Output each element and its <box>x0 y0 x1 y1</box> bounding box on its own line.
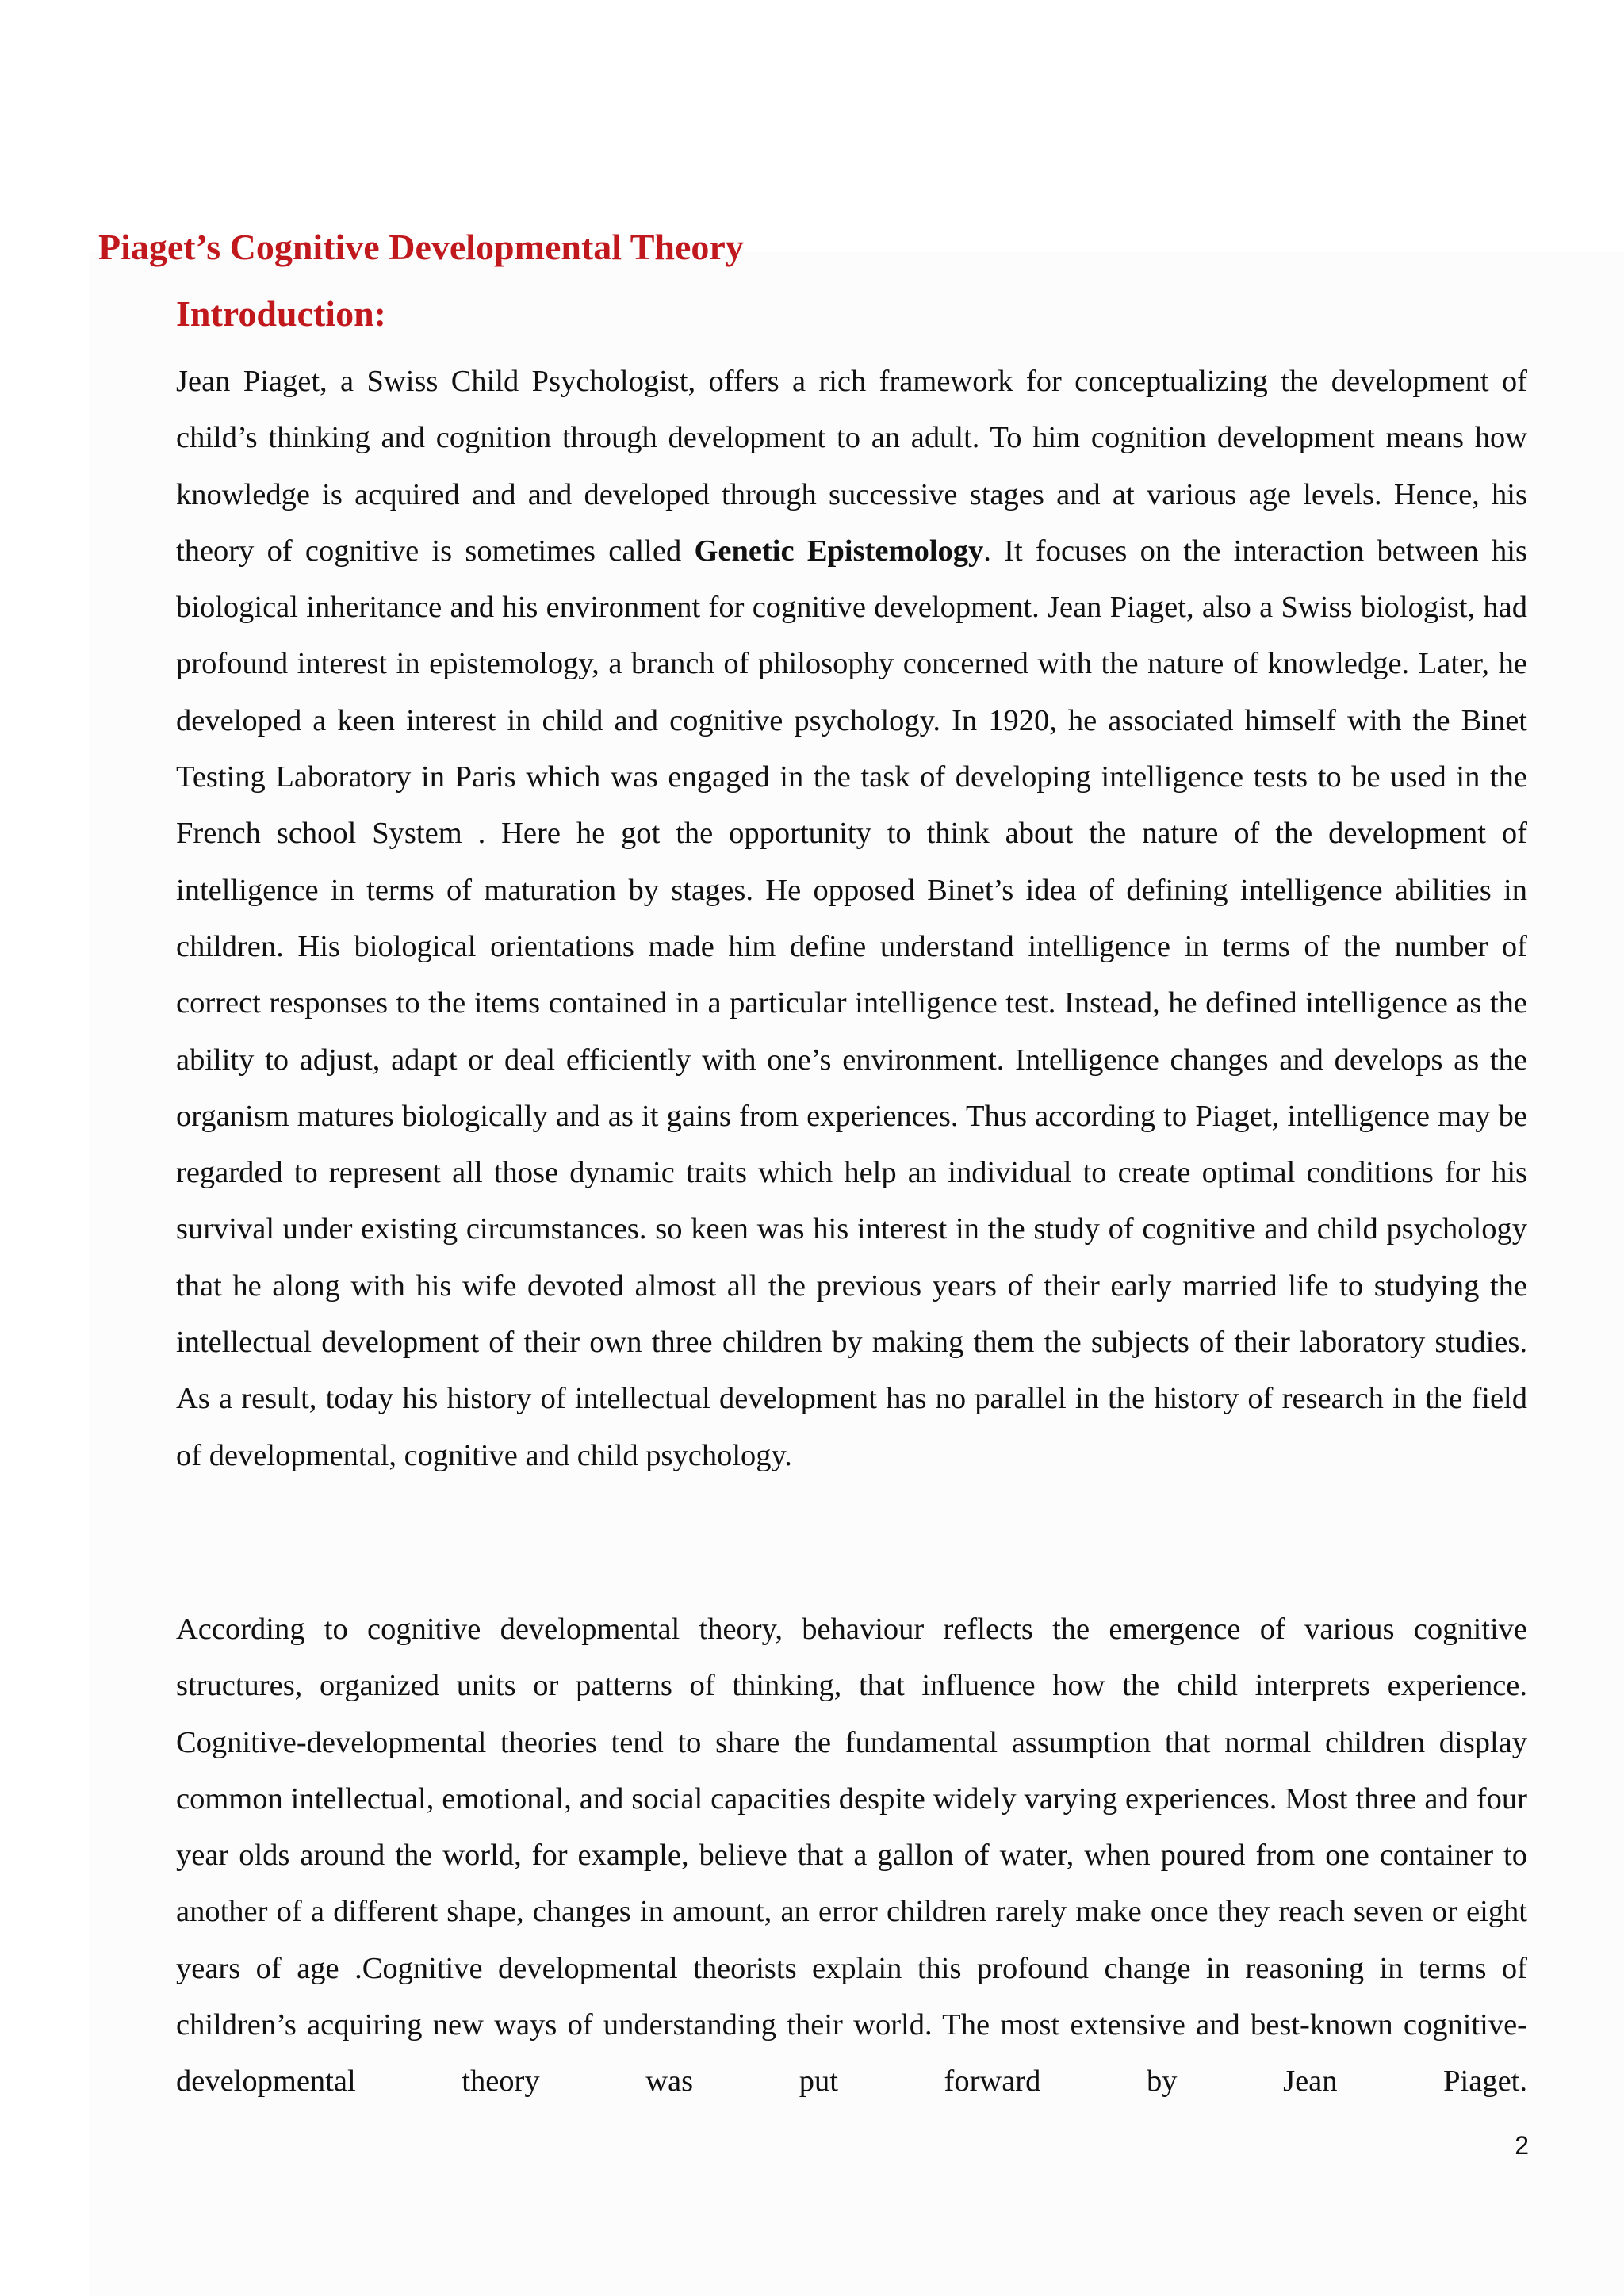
bold-term-genetic-epistemology: Genetic Epistemology <box>694 534 984 568</box>
page-number: 2 <box>1515 2131 1529 2160</box>
section-heading-introduction: Introduction: <box>176 293 386 334</box>
paragraph-introduction <box>176 354 1527 1484</box>
paragraph-text-before-term: Jean Piaget, a Swiss Child Psychologist, offers a rich framework for conceptualizing the development of child’s thinking and cognition through development to an adult. To him cognition development means how knowledge is acquired and and developed through successive stages and at various age levels. Hence, his theory of cognitive is sometimes called <box>176 365 1527 568</box>
paragraph-cognitive-developmental-theory: According to cognitive developmental theory, behaviour reflects the emergence of various cognitive structures, organized units or patterns of thinking, that influence how the child interprets experience. Cognitive-developmental theories tend to share the fundamental assumption that normal children display common intellectual, emotional, and social capacities despite widely varying experiences. Most three and four year olds around the world, for example, believe that a gallon of water, when poured from one container to another of a different shape, changes in amount, an error children rarely make once they reach seven or eight years of age .Cognitive developmental theorists explain this profound change in reasoning in terms of children’s acquiring new ways of understanding their world. The most extensive and best-known cognitive-developmental theory was put forward by Jean Piaget. <box>176 1613 1527 2099</box>
document-title: Piaget’s Cognitive Developmental Theory <box>98 227 744 267</box>
paragraph-text-after-term: . It focuses on the interaction between his biological inheritance and his environment for cognitive development. Jean Piaget, also a Swiss biologist, had profound interest in epistemology, a branch of philosophy concerned with the nature of knowledge. Later, he developed a keen interest in child and cognitive psychology. In 1920, he associated himself with the Binet Testing Laboratory in Paris which was engaged in the task of developing intelligence tests to be used in the French school System . Here he got the opportunity to think about the nature of the development of intelligence in terms of maturation by stages. He opposed Binet’s idea of defining intelligence abilities in children. His biological orientations made him define understand intelligence in terms of the number of correct responses to the items contained in a particular intelligence test. Instead, he defined intelligence as the ability to adjust, adapt or deal efficiently with one’s environment. Intelligence changes and develops as the organism matures biologically and as it gains from experiences. Thus according to Piaget, intelligence may be regarded to represent all those dynamic traits which help an individual to create optimal conditions for his survival under existing circumstances. so keen was his interest in the study of cognitive and child psychology that he along with his wife devoted almost all the previous years of their early married life to studying the intellectual development of their own three children by making them the subjects of their laboratory studies. As a result, today his history of intellectual development has no parallel in the history of research in the field of developmental, cognitive and child psychology. <box>176 534 1527 1472</box>
